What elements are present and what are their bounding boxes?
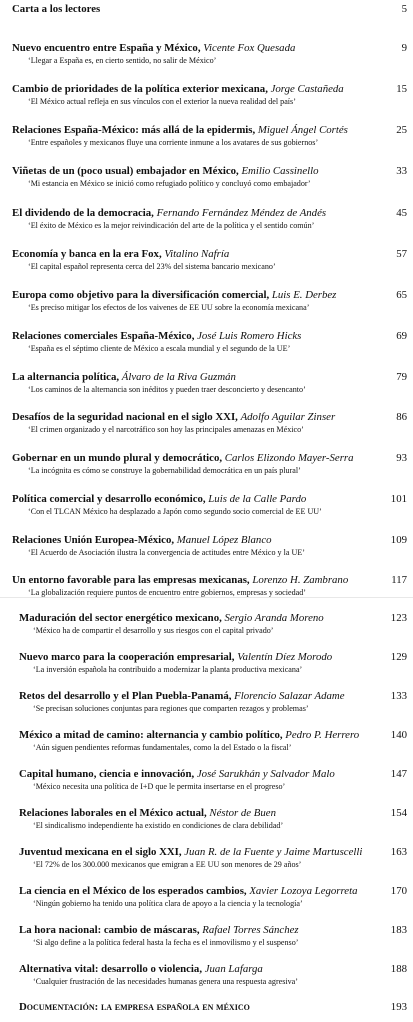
entry-title: La alternancia política, Álvaro de la Riva Guzmán bbox=[12, 371, 236, 383]
entry-page: 93 bbox=[396, 452, 407, 464]
documentation-page: 193 bbox=[390, 1001, 407, 1013]
entry-author: José Luis Romero Hicks bbox=[197, 330, 302, 342]
entry-author: Juan Lafarga bbox=[204, 963, 263, 975]
entry-title: Un entorno favorable para las empresas mexicanas, Lorenzo H. Zambrano bbox=[12, 574, 349, 586]
entry-subtitle: ‘Ningún gobierno ha tenido una política clara de apoyo a la ciencia y la tecnología’ bbox=[33, 899, 303, 908]
entry-subtitle: ‘Los caminos de la alternancia son inéditos y pueden traer desconcierto y desencanto’ bbox=[28, 385, 306, 394]
entry-title: Capital humano, ciencia e innovación, José Sarukhán y Salvador Malo bbox=[19, 768, 335, 780]
entry-author: José Sarukhán y Salvador Malo bbox=[196, 768, 335, 780]
entry-subtitle: ‘Es preciso mitigar los efectos de los vaivenes de EE UU sobre la economía mexicana’ bbox=[28, 303, 310, 312]
entry-author: Valentín Díez Morodo bbox=[237, 651, 333, 663]
entry-author: Juan R. de la Fuente y Jaime Martuscelli bbox=[184, 846, 363, 858]
entry-subtitle: ‘El México actual refleja en sus vínculos con el exterior la nueva realidad del país’ bbox=[28, 97, 296, 106]
entry-title: Relaciones Unión Europea-México, Manuel López Blanco bbox=[12, 534, 272, 546]
letter-to-readers-title: Carta a los lectores bbox=[12, 3, 101, 15]
entry-author: Manuel López Blanco bbox=[176, 534, 272, 546]
entry-title: Relaciones España-México: más allá de la epidermis, Miguel Ángel Cortés bbox=[12, 124, 348, 136]
entry-page: 147 bbox=[390, 768, 407, 780]
entry-subtitle: ‘Llegar a España es, en cierto sentido, no salir de México’ bbox=[28, 56, 217, 65]
documentation-title: Documentación: la empresa española en méxico bbox=[19, 1001, 250, 1013]
entry-title: La hora nacional: cambio de máscaras, Rafael Torres Sánchez bbox=[19, 924, 299, 936]
entry-author: Carlos Elizondo Mayer-Serra bbox=[224, 452, 354, 464]
entry-author: Álvaro de la Riva Guzmán bbox=[121, 371, 236, 383]
entry-author: Luis de la Calle Pardo bbox=[208, 493, 307, 505]
entry-author: Vicente Fox Quesada bbox=[203, 42, 296, 54]
entry-title: El dividendo de la democracia, Fernando Fernández Méndez de Andés bbox=[12, 207, 327, 219]
entry-author: Pedro P. Herrero bbox=[285, 729, 360, 741]
entry-subtitle: ‘Con el TLCAN México ha desplazado a Japón como segundo socio comercial de EE UU’ bbox=[28, 507, 322, 516]
entry-page: 133 bbox=[390, 690, 407, 702]
entry-author: Sergio Aranda Moreno bbox=[224, 612, 324, 624]
entry-title: Juventud mexicana en el siglo XXI, Juan R. de la Fuente y Jaime Martuscelli bbox=[19, 846, 363, 858]
entry-page: 65 bbox=[396, 289, 407, 301]
entry-page: 15 bbox=[396, 83, 407, 95]
entry-title: Retos del desarrollo y el Plan Puebla-Panamá, Florencio Salazar Adame bbox=[19, 690, 345, 702]
entry-subtitle: ‘El Acuerdo de Asociación ilustra la convergencia de actitudes entre México y la UE’ bbox=[28, 548, 305, 557]
entry-author: Jorge Castañeda bbox=[270, 83, 344, 95]
entry-title: Economía y banca en la era Fox, Vitalino Nafría bbox=[12, 248, 230, 260]
entry-author: Emilio Cassinello bbox=[241, 165, 319, 177]
entry-page: 123 bbox=[390, 612, 407, 624]
entry-page: 183 bbox=[390, 924, 407, 936]
entry-author: Florencio Salazar Adame bbox=[234, 690, 345, 702]
page-divider bbox=[0, 597, 413, 598]
entry-page: 188 bbox=[390, 963, 407, 975]
entry-subtitle: ‘México ha de compartir el desarrollo y sus riesgos con el capital privado’ bbox=[33, 626, 274, 635]
entry-title: Nuevo marco para la cooperación empresarial, Valentín Díez Morodo bbox=[19, 651, 333, 663]
entry-title: Maduración del sector energético mexicano, Sergio Aranda Moreno bbox=[19, 612, 324, 624]
entry-author: Lorenzo H. Zambrano bbox=[252, 574, 349, 586]
entry-page: 57 bbox=[396, 248, 407, 260]
entry-title: La ciencia en el México de los esperados cambios, Xavier Lozoya Legorreta bbox=[19, 885, 358, 897]
entry-subtitle: ‘Aún siguen pendientes reformas fundamentales, como la del Estado o la fiscal’ bbox=[33, 743, 292, 752]
entry-page: 25 bbox=[396, 124, 407, 136]
entry-subtitle: ‘El capital español representa cerca del 23% del sistema bancario mexicano’ bbox=[28, 262, 276, 271]
entry-subtitle: ‘El éxito de México es la mejor reivindicación del arte de la política y el sentido común’ bbox=[28, 221, 315, 230]
entry-page: 9 bbox=[401, 42, 407, 54]
entry-title: Desafíos de la seguridad nacional en el siglo XXI, Adolfo Aguilar Zinser bbox=[12, 411, 336, 423]
entry-title: Viñetas de un (poco usual) embajador en México, Emilio Cassinello bbox=[12, 165, 319, 177]
entry-subtitle: ‘España es el séptimo cliente de México a escala mundial y el segundo de la UE’ bbox=[28, 344, 291, 353]
entry-author: Néstor de Buen bbox=[209, 807, 276, 819]
entry-title: Relaciones comerciales España-México, José Luis Romero Hicks bbox=[12, 330, 302, 342]
entry-title: Europa como objetivo para la diversificación comercial, Luis E. Derbez bbox=[12, 289, 337, 301]
entry-subtitle: ‘Cualquier frustración de las necesidades humanas genera una respuesta agresiva’ bbox=[33, 977, 298, 986]
entry-page: 86 bbox=[396, 411, 407, 423]
letter-to-readers-page: 5 bbox=[401, 3, 407, 15]
entry-author: Fernando Fernández Méndez de Andés bbox=[156, 207, 327, 219]
entry-page: 69 bbox=[396, 330, 407, 342]
entry-author: Vitalino Nafría bbox=[164, 248, 230, 260]
entry-subtitle: ‘El sindicalismo independiente ha existido en condiciones de clara debilidad’ bbox=[33, 821, 284, 830]
entry-title: Cambio de prioridades de la política exterior mexicana, Jorge Castañeda bbox=[12, 83, 344, 95]
entry-title: Nuevo encuentro entre España y México, Vicente Fox Quesada bbox=[12, 42, 296, 54]
entry-title: Relaciones laborales en el México actual, Néstor de Buen bbox=[19, 807, 276, 819]
entry-title: Política comercial y desarrollo económico, Luis de la Calle Pardo bbox=[12, 493, 307, 505]
entry-subtitle: ‘La globalización requiere puntos de encuentro entre gobiernos, empresas y sociedad’ bbox=[28, 588, 307, 597]
entry-title: México a mitad de camino: alternancia y cambio político, Pedro P. Herrero bbox=[19, 729, 360, 741]
entry-page: 117 bbox=[391, 574, 407, 586]
entry-page: 140 bbox=[390, 729, 407, 741]
entry-author: Luis E. Derbez bbox=[271, 289, 337, 301]
entry-author: Miguel Ángel Cortés bbox=[257, 124, 348, 136]
entry-page: 79 bbox=[396, 371, 407, 383]
entry-author: Adolfo Aguilar Zinser bbox=[240, 411, 336, 423]
entry-page: 109 bbox=[390, 534, 407, 546]
entry-page: 33 bbox=[396, 165, 407, 177]
entry-subtitle: ‘Si algo define a la política federal hasta la fecha es el inmovilismo y el suspenso’ bbox=[33, 938, 299, 947]
entry-subtitle: ‘La inversión española ha contribuido a modernizar la planta productiva mexicana’ bbox=[33, 665, 303, 674]
entry-subtitle: ‘Entre españoles y mexicanos fluye una corriente inmune a los avatares de sus gobiernos’ bbox=[28, 138, 319, 147]
entry-page: 170 bbox=[390, 885, 407, 897]
entry-page: 163 bbox=[390, 846, 407, 858]
entry-author: Rafael Torres Sánchez bbox=[202, 924, 299, 936]
entry-page: 129 bbox=[390, 651, 407, 663]
entry-subtitle: ‘El 72% de los 300.000 mexicanos que emigran a EE UU son menores de 29 años’ bbox=[33, 860, 302, 869]
entry-subtitle: ‘El crimen organizado y el narcotráfico son hoy las principales amenazas en México’ bbox=[28, 425, 304, 434]
entry-subtitle: ‘La incógnita es cómo se construye la gobernabilidad democrática en un país plural’ bbox=[28, 466, 301, 475]
entry-author: Xavier Lozoya Legorreta bbox=[249, 885, 358, 897]
entry-title: Alternativa vital: desarrollo o violencia, Juan Lafarga bbox=[19, 963, 263, 975]
entry-page: 154 bbox=[390, 807, 407, 819]
entry-page: 45 bbox=[396, 207, 407, 219]
entry-subtitle: ‘Mi estancia en México se inició como refugiado político y concluyó como embajador’ bbox=[28, 179, 311, 188]
entry-subtitle: ‘México necesita una política de I+D que le permita insertarse en el progreso’ bbox=[33, 782, 286, 791]
entry-title: Gobernar en un mundo plural y democrático, Carlos Elizondo Mayer-Serra bbox=[12, 452, 354, 464]
entry-subtitle: ‘Se precisan soluciones conjuntas para regiones que comparten rezagos y problemas’ bbox=[33, 704, 309, 713]
entry-page: 101 bbox=[390, 493, 407, 505]
